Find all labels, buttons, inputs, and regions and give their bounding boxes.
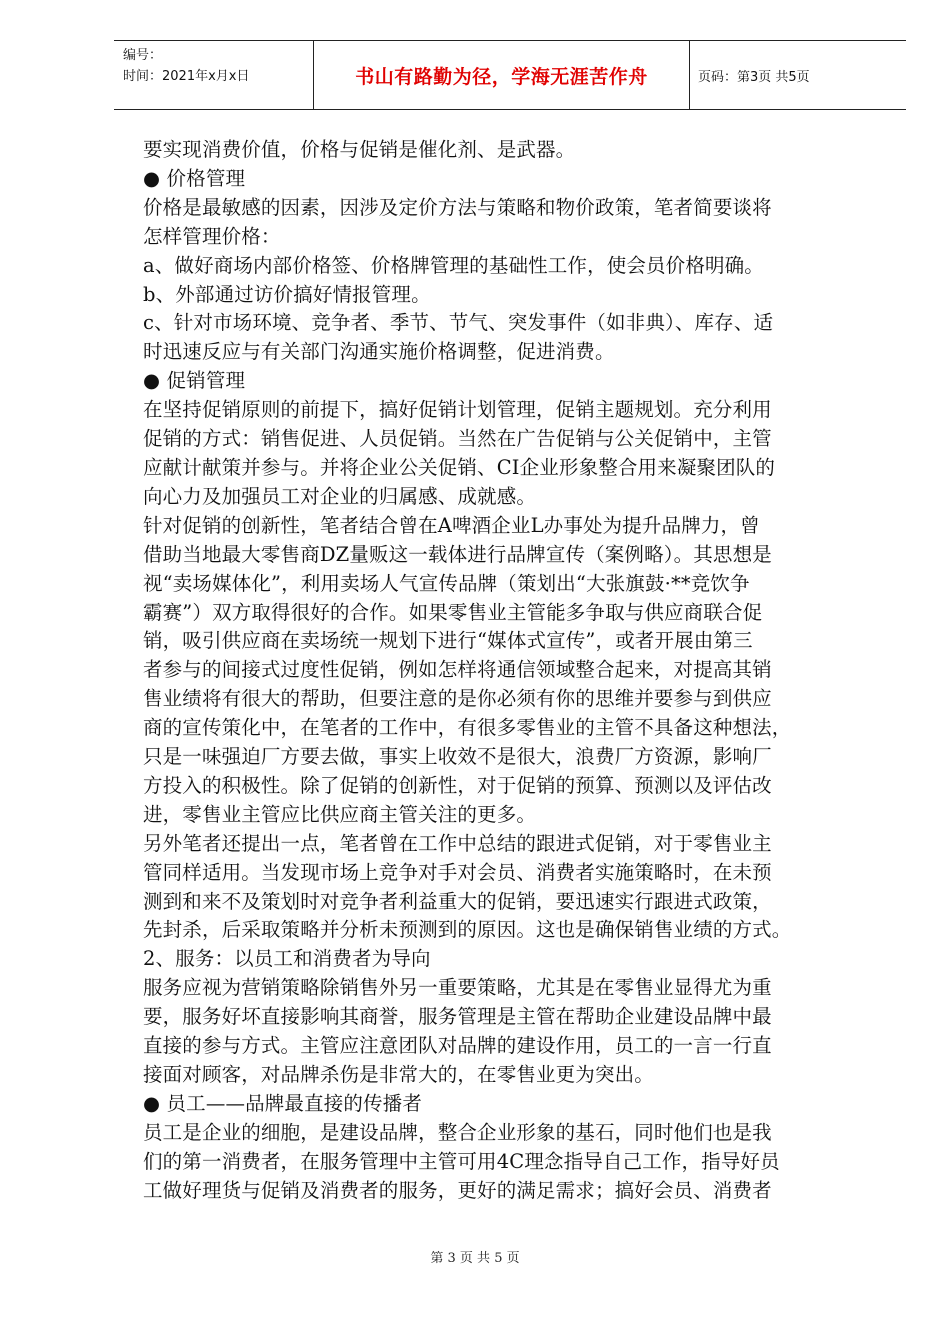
- body-line: 价格是最敏感的因素，因涉及定价方法与策略和物价政策，笔者简要谈将: [143, 195, 772, 219]
- section-heading-staff: ● 员工——品牌最直接的传播者: [143, 1091, 422, 1115]
- body-line: 只是一味强迫厂方要去做，事实上收效不是很大，浪费厂方资源，影响厂: [143, 745, 772, 769]
- body-line: 视“卖场媒体化”，利用卖场人气宣传品牌（策划出“大张旗鼓·**竞饮争: [143, 571, 750, 595]
- body-line: 接面对顾客，对品牌杀伤是非常大的，在零售业更为突出。: [143, 1063, 654, 1086]
- body-line: 时迅速反应与有关部门沟通实施价格调整，促进消费。: [143, 340, 615, 364]
- header-meta: [114, 41, 314, 109]
- body-line: 针对促销的创新性，笔者结合曾在A啤酒企业L办事处为提升品牌力，曾: [143, 513, 760, 537]
- body-line: 测到和来不及策划时对竞争者利益重大的促销，要迅速实行跟进式政策，: [143, 889, 772, 913]
- header-time-label: 时间：2021年x月x日: [123, 69, 250, 84]
- body-line: 要，服务好坏直接影响其商誉，服务管理是主管在帮助企业建设品牌中最: [143, 1005, 772, 1029]
- body-line: 销，吸引供应商在卖场统一规划下进行“媒体式宣传”，或者开展由第三: [143, 629, 753, 653]
- document-body: [143, 136, 863, 1206]
- body-line: 服务应视为营销策略除销售外另一重要策略，尤其是在零售业显得尤为重: [143, 976, 772, 1000]
- body-line: 另外笔者还提出一点，笔者曾在工作中总结的跟进式促销，对于零售业主: [143, 831, 772, 855]
- body-line: 工做好理货与促销及消费者的服务，更好的满足需求；搞好会员、消费者: [143, 1178, 772, 1202]
- body-line: 管同样适用。当发现市场上竞争对手对会员、消费者实施策略时，在未预: [143, 860, 772, 884]
- body-line: b、外部通过访价搞好情报管理。: [143, 282, 431, 306]
- body-line: 促销的方式：销售促进、人员促销。当然在广告促销与公关促销中，主管: [143, 427, 772, 451]
- body-line: 们的第一消费者，在服务管理中主管可用4C理念指导自己工作，指导好员: [143, 1149, 780, 1173]
- section-heading-promotion: ● 促销管理: [143, 369, 246, 393]
- body-line: 霸赛”）双方取得很好的合作。如果零售业主管能多争取与供应商联合促: [143, 600, 763, 624]
- body-line: 直接的参与方式。主管应注意团队对品牌的建设作用，员工的一言一行直: [143, 1034, 772, 1058]
- body-line: a、做好商场内部价格签、价格牌管理的基础性工作，使会员价格明确。: [143, 253, 764, 277]
- body-line: 员工是企业的细胞，是建设品牌，整合企业形象的基石，同时他们也是我: [143, 1120, 772, 1144]
- body-line: 应献计献策并参与。并将企业公关促销、CI企业形象整合用来凝聚团队的: [143, 455, 776, 479]
- body-line: c、针对市场环境、竞争者、季节、节气、突发事件（如非典）、库存、适: [143, 311, 774, 335]
- header-number-label: 编号：: [123, 48, 163, 63]
- body-line: 怎样管理价格：: [143, 224, 281, 248]
- body-line: 先封杀，后采取策略并分析未预测到的原因。这也是确保销售业绩的方式。: [143, 918, 792, 942]
- body-line: 在坚持促销原则的前提下，搞好促销计划管理，促销主题规划。充分利用: [143, 398, 772, 422]
- body-line: 进，零售业主管应比供应商主管关注的更多。: [143, 802, 537, 826]
- header-page-label: 页码：第3页 共5页: [698, 69, 810, 85]
- header-motto: 书山有路勤为径，学海无涯苦作舟: [314, 41, 690, 109]
- body-line: 商的宣传策化中，在笔者的工作中，有很多零售业的主管不具备这种想法，: [143, 716, 792, 740]
- section-heading-price: ● 价格管理: [143, 166, 246, 190]
- body-line: 要实现消费价值，价格与促销是催化剂、是武器。: [143, 138, 576, 161]
- page-footer: 第 3 页 共 5 页: [430, 1251, 520, 1266]
- section-heading-service: 2、服务：以员工和消费者为导向: [143, 947, 431, 971]
- body-line: 向心力及加强员工对企业的归属感、成就感。: [143, 484, 537, 508]
- body-line: 借助当地最大零售商DZ量贩这一载体进行品牌宣传（案例略）。其思想是: [143, 542, 772, 566]
- body-line: 方投入的积极性。除了促销的创新性，对于促销的预算、预测以及评估改: [143, 773, 772, 797]
- body-line: 者参与的间接式过度性促销，例如怎样将通信领域整合起来，对提高其销: [143, 658, 772, 682]
- body-line: 售业绩将有很大的帮助，但要注意的是你必须有你的思维并要参与到供应: [143, 687, 772, 711]
- page-header: [114, 40, 906, 110]
